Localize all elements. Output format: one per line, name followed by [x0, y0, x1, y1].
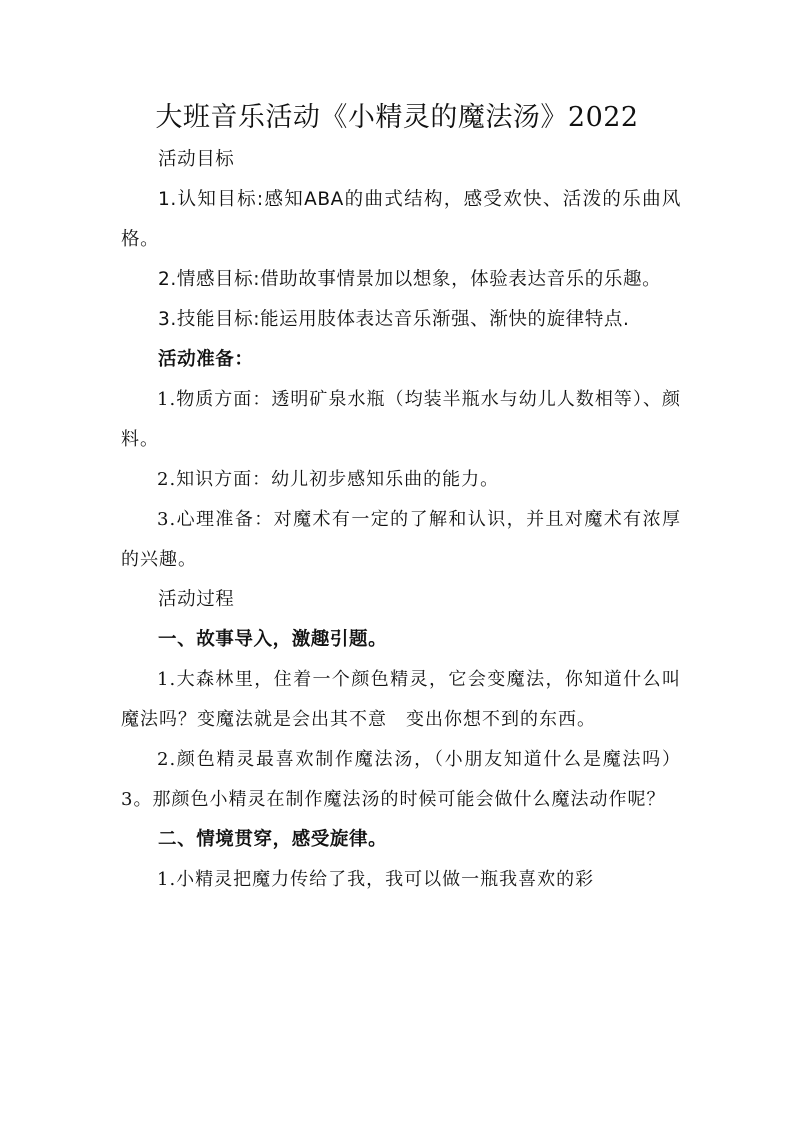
- goal-cognitive: 1.认知目标:感知ABA的曲式结构，感受欢快、活泼的乐曲风格。: [121, 189, 681, 250]
- section-story-intro: 一、故事导入，激趣引题。: [158, 629, 388, 650]
- process-step-1: 1.大森林里，住着一个颜色精灵，它会变魔法，你知道什么叫魔法吗？变魔法就是会出其不意 变出你想不到的东西。: [121, 669, 681, 730]
- document-body: [121, 140, 681, 900]
- prep-knowledge: 2.知识方面：幼儿初步感知乐曲的能力。: [157, 469, 500, 490]
- heading-activity-goals: 活动目标: [158, 149, 235, 170]
- process-step-2: 2.颜色精灵最喜欢制作魔法汤，（小朋友知道什么是魔法吗）3。那颜色小精灵在制作魔法汤的时候可能会做什么魔法动作呢？: [121, 749, 681, 810]
- heading-activity-preparation: 活动准备：: [158, 349, 254, 370]
- goal-emotional: 2.情感目标:借助故事情景加以想象，体验表达音乐的乐趣。: [158, 269, 662, 290]
- prep-material: 1.物质方面：透明矿泉水瓶（均装半瓶水与幼儿人数相等）、颜料。: [121, 389, 681, 450]
- goal-skill: 3.技能目标:能运用肢体表达音乐渐强、渐快的旋律特点.: [158, 309, 630, 330]
- process-step-3: 1.小精灵把魔力传给了我，我可以做一瓶我喜欢的彩: [157, 869, 595, 890]
- prep-psychological: 3.心理准备：对魔术有一定的了解和认识，并且对魔术有浓厚的兴趣。: [121, 509, 681, 570]
- heading-activity-process: 活动过程: [158, 589, 235, 610]
- document-title: 大班音乐活动《小精灵的魔法汤》2022: [155, 102, 639, 133]
- section-situation-melody: 二、情境贯穿，感受旋律。: [158, 829, 388, 850]
